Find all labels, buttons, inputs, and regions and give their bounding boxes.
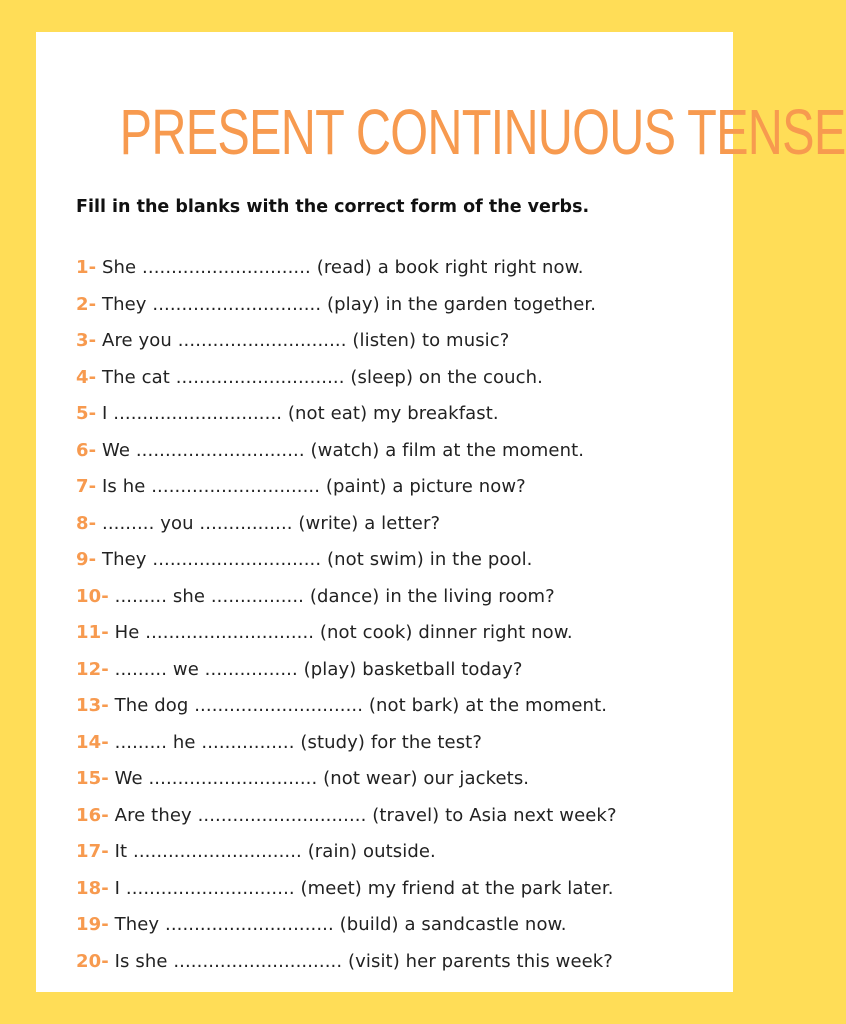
- instructions: Fill in the blanks with the correct form of the verbs.: [76, 197, 590, 217]
- exercise-number: 18-: [76, 877, 109, 899]
- exercise-text: I ............................. (not eat) my breakfast.: [96, 403, 499, 424]
- exercise-item: [76, 615, 721, 652]
- exercise-text: ......... she ................ (dance) in the living room?: [108, 585, 555, 607]
- exercise-list: [76, 250, 721, 980]
- exercise-text: ......... you ................ (write) a letter?: [96, 512, 441, 534]
- exercise-text: Is he ............................. (paint) a picture now?: [96, 476, 526, 497]
- exercise-text: The dog ............................. (not bark) at the moment.: [108, 695, 608, 716]
- exercise-number: 16-: [76, 804, 109, 826]
- exercise-number: 20-: [76, 950, 109, 972]
- exercise-item: [76, 798, 721, 835]
- exercise-number: 2-: [76, 293, 97, 315]
- exercise-item: [76, 433, 721, 470]
- exercise-item: [76, 396, 721, 433]
- exercise-item: [76, 761, 721, 798]
- exercise-number: 5-: [76, 403, 97, 424]
- exercise-item: [76, 287, 721, 324]
- exercise-text: I ............................. (meet) my friend at the park later.: [108, 877, 614, 899]
- exercise-item: [76, 360, 721, 397]
- exercise-text: ......... he ................ (study) for the test?: [108, 731, 482, 753]
- exercise-text: ......... we ................ (play) basketball today?: [108, 658, 523, 680]
- exercise-text: She ............................. (read) a book right right now.: [96, 257, 584, 278]
- exercise-number: 9-: [76, 549, 97, 570]
- exercise-text: They ............................. (not swim) in the pool.: [96, 549, 533, 570]
- exercise-item: [76, 506, 721, 543]
- exercise-item: [76, 250, 721, 287]
- exercise-number: 6-: [76, 439, 97, 461]
- exercise-number: 19-: [76, 914, 109, 935]
- exercise-number: 10-: [76, 585, 109, 607]
- exercise-number: 17-: [76, 841, 109, 862]
- exercise-number: 12-: [76, 658, 109, 680]
- exercise-item: [76, 688, 721, 725]
- exercise-item: [76, 652, 721, 689]
- exercise-item: [76, 469, 721, 506]
- exercise-number: 13-: [76, 695, 109, 716]
- exercise-number: 14-: [76, 731, 109, 753]
- exercise-text: Is she ............................. (visit) her parents this week?: [108, 950, 613, 972]
- exercise-item: [76, 323, 721, 360]
- exercise-item: [76, 725, 721, 762]
- exercise-text: They ............................. (build) a sandcastle now.: [108, 914, 567, 935]
- exercise-number: 8-: [76, 512, 97, 534]
- exercise-number: 15-: [76, 768, 109, 789]
- exercise-text: Are they ............................. (travel) to Asia next week?: [108, 804, 617, 826]
- exercise-number: 1-: [76, 257, 97, 278]
- exercise-number: 3-: [76, 330, 97, 351]
- worksheet-page: [36, 32, 846, 992]
- exercise-text: We ............................. (watch) a film at the moment.: [96, 439, 585, 461]
- exercise-text: They ............................. (play) in the garden together.: [96, 293, 597, 315]
- exercise-text: We ............................. (not wear) our jackets.: [108, 768, 530, 789]
- exercise-number: 4-: [76, 366, 97, 388]
- exercise-number: 7-: [76, 476, 97, 497]
- exercise-text: It ............................. (rain) outside.: [108, 841, 436, 862]
- exercise-item: [76, 579, 721, 616]
- exercise-item: [76, 871, 721, 908]
- worksheet-title: PRESENT CONTINUOUS TENSE: [119, 96, 846, 168]
- exercise-item: [76, 907, 721, 944]
- exercise-text: He ............................. (not cook) dinner right now.: [108, 622, 573, 643]
- exercise-text: The cat ............................. (sleep) on the couch.: [96, 366, 543, 388]
- exercise-text: Are you ............................. (listen) to music?: [96, 330, 510, 351]
- exercise-item: [76, 944, 721, 981]
- exercise-item: [76, 834, 721, 871]
- exercise-number: 11-: [76, 622, 109, 643]
- exercise-item: [76, 542, 721, 579]
